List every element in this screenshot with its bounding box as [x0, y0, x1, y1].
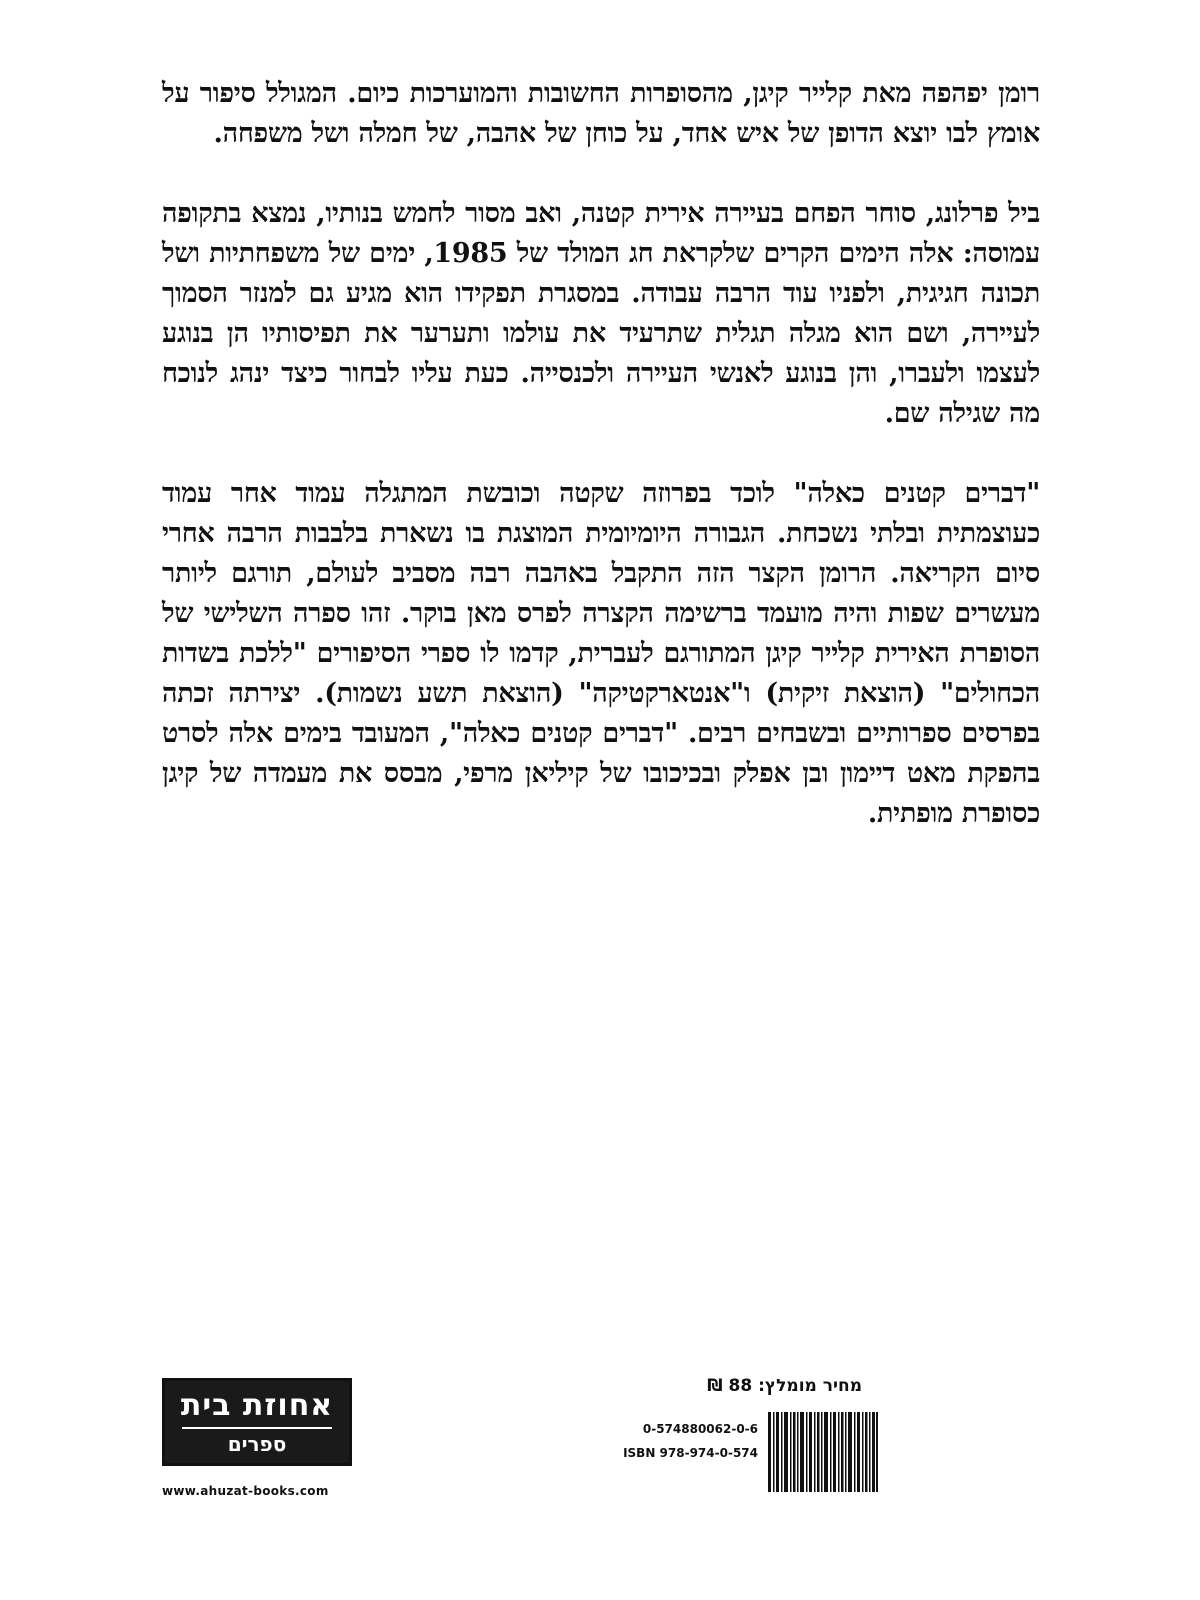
publisher-website: www.ahuzat-books.com [162, 1484, 329, 1498]
isbn-line-1: 0-574880062-0-6 [642, 1422, 758, 1436]
price-label: מחיר מומלץ: 88 ₪ [707, 1376, 862, 1396]
barcode-block [578, 1376, 878, 1496]
blurb-text [162, 74, 1040, 834]
blurb-paragraph-1: רומן יפהפה מאת קלייר קיגן, מהסופרות החשובות והמוערכות כיום. המגולל סיפור על אומץ לבו יוצא הדופן של איש אחד, על כוחן של אהבה, של חמלה ושל משפחה. [162, 78, 1040, 149]
logo-divider [182, 1427, 332, 1429]
isbn-line-2: ISBN 978-974-0-574 [623, 1446, 758, 1460]
publisher-name: אחוזת בית [180, 1388, 334, 1423]
blurb-paragraph-2: ביל פרלונג, סוחר הפחם בעיירה אירית קטנה, ואב מסור לחמש בנותיו, נמצא בתקופה עמוסה: אלה הימים הקרים שלקראת חג המולד של 1985, ימים של משפחתיות ושל תכונה חגיגית, ולפניו עוד הרבה עבודה. במסגרת תפקידו הוא מגיע גם למנזר הסמוך לעיירה, ושם הוא מגלה תגלית שתרעיד את עולמו ותערער את תפיסותיו הן בנוגע לעצמו ולעברו, והן בנוגע לאנשי העיירה ולכנסייה. כעת עליו לבחור כיצד ינהג לנוכח מה שגילה שם. [162, 198, 1040, 429]
publisher-subtitle: ספרים [227, 1432, 287, 1456]
barcode-icon [768, 1412, 878, 1492]
publisher-logo [162, 1378, 352, 1466]
blurb-paragraph-3: "דברים קטנים כאלה" לוכד בפרוזה שקטה וכובשת המתגלה עמוד אחר עמוד כעוצמתית ובלתי נשכחת. הגבורה היומיומית המוצגת בו נשארת בלבבות הרבה אחרי סיום הקריאה. הרומן הקצר הזה התקבל באהבה רבה מסביב לעולם, תורגם ליותר מעשרים שפות והיה מועמד ברשימה הקצרה לפרס מאן בוקר. זהו ספרה השלישי של הסופרת האירית קלייר קיגן המתורגם לעברית, קדמו לו ספרי הסיפורים "ללכת בשדות הכחולים" (הוצאת זיקית) ו"אנטארקטיקה" (הוצאת תשע נשמות). יצירתה זכתה בפרסים ספרותיים ובשבחים רבים. "דברים קטנים כאלה", המעובד בימים אלה לסרט בהפקת מאט דיימון ובן אפלק ובכיכובו של קיליאן מרפי, מבסס את מעמדה של קיגן כסופרת מופתית. [162, 478, 1040, 829]
